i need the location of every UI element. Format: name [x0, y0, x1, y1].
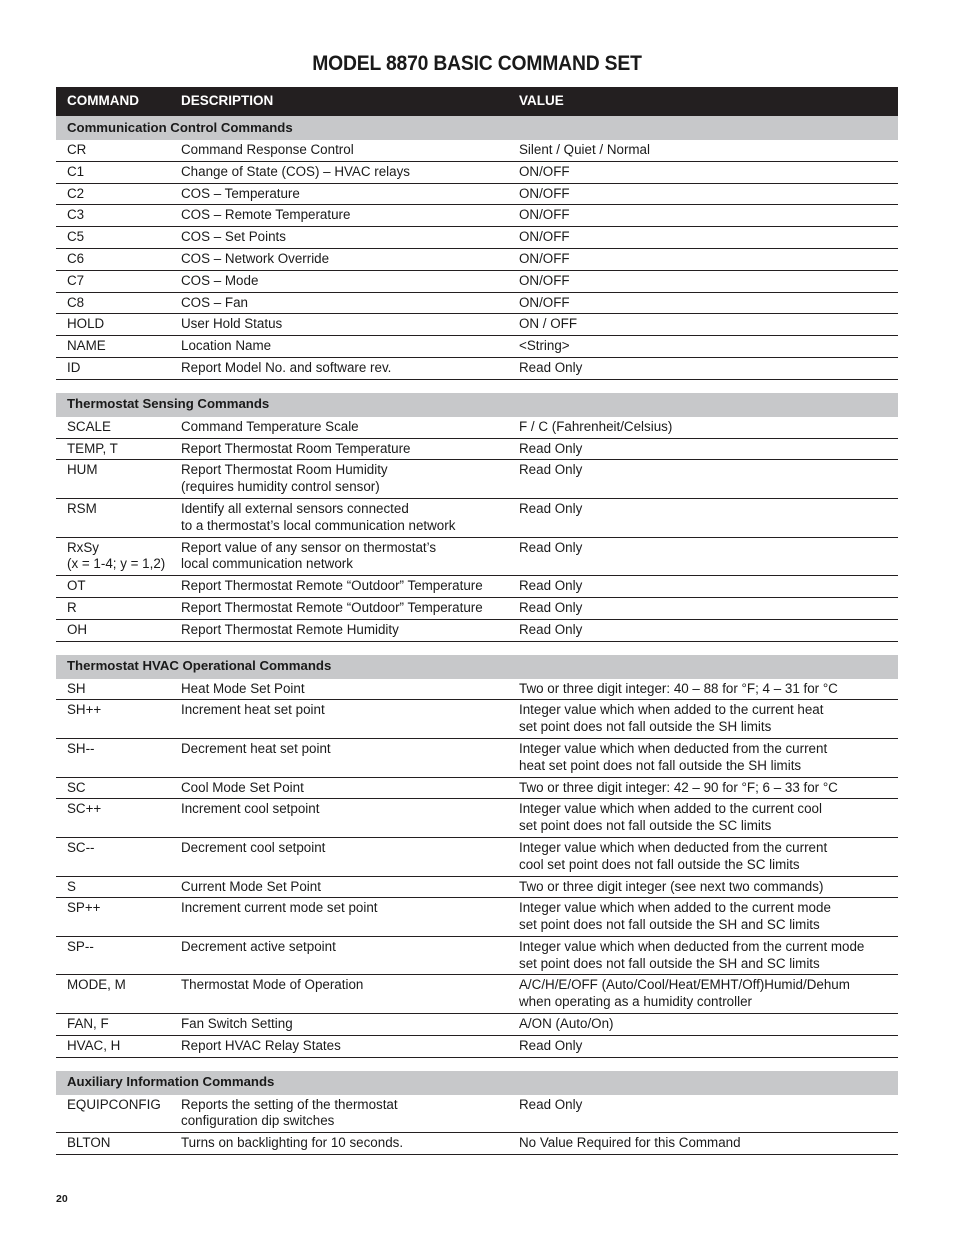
description-cell: Command Temperature Scale: [170, 417, 508, 438]
value-cell: Integer value which when added to the current cool set point does not fall outside the SC limits: [508, 799, 898, 838]
description-cell: Increment cool setpoint: [170, 799, 508, 838]
value-cell: <String>: [508, 336, 898, 358]
table-row: [56, 227, 898, 249]
table-row: [56, 738, 898, 777]
description-cell: Decrement heat set point: [170, 738, 508, 777]
description-cell: Report value of any sensor on thermostat’s local communication network: [170, 537, 508, 576]
column-header-description: DESCRIPTION: [170, 87, 508, 116]
column-header-value: VALUE: [508, 87, 898, 116]
value-cell: Integer value which when deducted from the current heat set point does not fall outside the SH limits: [508, 738, 898, 777]
table-row: [56, 537, 898, 576]
value-cell: Read Only: [508, 357, 898, 379]
command-cell: RxSy (x = 1-4; y = 1,2): [56, 537, 170, 576]
command-cell: C6: [56, 248, 170, 270]
value-cell: Read Only: [508, 438, 898, 460]
section-spacer: [56, 641, 898, 655]
table-row: [56, 975, 898, 1014]
description-cell: COS – Temperature: [170, 183, 508, 205]
table-row: [56, 205, 898, 227]
value-cell: F / C (Fahrenheit/Celsius): [508, 417, 898, 438]
command-cell: SC--: [56, 837, 170, 876]
value-cell: No Value Required for this Command: [508, 1133, 898, 1155]
description-cell: Heat Mode Set Point: [170, 679, 508, 700]
table-row: [56, 314, 898, 336]
value-cell: Read Only: [508, 597, 898, 619]
value-cell: Read Only: [508, 576, 898, 598]
command-cell: SC++: [56, 799, 170, 838]
description-cell: Fan Switch Setting: [170, 1014, 508, 1036]
table-row: [56, 1014, 898, 1036]
section-heading-row: [56, 1071, 898, 1095]
table-row: [56, 336, 898, 358]
command-cell: RSM: [56, 498, 170, 537]
section-spacer: [56, 1057, 898, 1071]
value-cell: Two or three digit integer (see next two commands): [508, 876, 898, 898]
value-cell: ON / OFF: [508, 314, 898, 336]
description-cell: Reports the setting of the thermostat configuration dip switches: [170, 1095, 508, 1133]
description-cell: Report HVAC Relay States: [170, 1035, 508, 1057]
value-cell: ON/OFF: [508, 270, 898, 292]
description-cell: Current Mode Set Point: [170, 876, 508, 898]
value-cell: A/ON (Auto/On): [508, 1014, 898, 1036]
description-cell: Increment current mode set point: [170, 898, 508, 937]
description-cell: Thermostat Mode of Operation: [170, 975, 508, 1014]
command-cell: NAME: [56, 336, 170, 358]
section-heading-row: [56, 393, 898, 417]
table-row: [56, 700, 898, 739]
description-cell: Decrement cool setpoint: [170, 837, 508, 876]
section-heading: Thermostat Sensing Commands: [56, 393, 898, 417]
command-cell: HOLD: [56, 314, 170, 336]
command-cell: CR: [56, 140, 170, 161]
description-cell: Increment heat set point: [170, 700, 508, 739]
description-cell: Turns on backlighting for 10 seconds.: [170, 1133, 508, 1155]
command-cell: R: [56, 597, 170, 619]
page-title: MODEL 8870 BASIC COMMAND SET: [312, 52, 642, 75]
description-cell: Location Name: [170, 336, 508, 358]
table-row: [56, 837, 898, 876]
table-row: [56, 438, 898, 460]
command-cell: MODE, M: [56, 975, 170, 1014]
table-row: [56, 498, 898, 537]
table-row: [56, 270, 898, 292]
command-cell: SC: [56, 777, 170, 799]
value-cell: ON/OFF: [508, 205, 898, 227]
command-cell: C3: [56, 205, 170, 227]
table-row: [56, 936, 898, 975]
section-heading-row: [56, 655, 898, 679]
command-cell: HVAC, H: [56, 1035, 170, 1057]
value-cell: Read Only: [508, 1095, 898, 1133]
table-row: [56, 597, 898, 619]
value-cell: Two or three digit integer: 42 – 90 for °F; 6 – 33 for °C: [508, 777, 898, 799]
command-cell: FAN, F: [56, 1014, 170, 1036]
description-cell: User Hold Status: [170, 314, 508, 336]
command-cell: OT: [56, 576, 170, 598]
description-cell: Report Thermostat Room Humidity (requires humidity control sensor): [170, 460, 508, 499]
command-cell: ID: [56, 357, 170, 379]
page-number: 20: [56, 1193, 68, 1205]
command-cell: C7: [56, 270, 170, 292]
description-cell: Decrement active setpoint: [170, 936, 508, 975]
description-cell: Report Thermostat Remote Humidity: [170, 619, 508, 641]
description-cell: Report Thermostat Remote “Outdoor” Temperature: [170, 576, 508, 598]
description-cell: COS – Mode: [170, 270, 508, 292]
command-cell: S: [56, 876, 170, 898]
description-cell: Report Thermostat Room Temperature: [170, 438, 508, 460]
value-cell: Integer value which when added to the current mode set point does not fall outside the SH and SC limits: [508, 898, 898, 937]
value-cell: Read Only: [508, 460, 898, 499]
table-header-row: [56, 87, 898, 116]
description-cell: COS – Set Points: [170, 227, 508, 249]
table-row: [56, 619, 898, 641]
command-cell: OH: [56, 619, 170, 641]
description-cell: Report Model No. and software rev.: [170, 357, 508, 379]
value-cell: Integer value which when added to the current heat set point does not fall outside the SH limits: [508, 700, 898, 739]
command-cell: C1: [56, 161, 170, 183]
value-cell: ON/OFF: [508, 183, 898, 205]
table-row: [56, 248, 898, 270]
value-cell: Integer value which when deducted from the current mode set point does not fall outside the SH and SC limits: [508, 936, 898, 975]
value-cell: ON/OFF: [508, 227, 898, 249]
description-cell: COS – Remote Temperature: [170, 205, 508, 227]
table-row: [56, 898, 898, 937]
section-spacer: [56, 379, 898, 393]
description-cell: COS – Fan: [170, 292, 508, 314]
table-row: [56, 1133, 898, 1155]
command-cell: BLTON: [56, 1133, 170, 1155]
command-cell: SP--: [56, 936, 170, 975]
value-cell: Two or three digit integer: 40 – 88 for °F; 4 – 31 for °C: [508, 679, 898, 700]
table-row: [56, 357, 898, 379]
spacer-cell: [56, 1057, 898, 1071]
command-cell: HUM: [56, 460, 170, 499]
section-heading: Thermostat HVAC Operational Commands: [56, 655, 898, 679]
table-row: [56, 777, 898, 799]
table-row: [56, 576, 898, 598]
command-cell: C5: [56, 227, 170, 249]
command-cell: C8: [56, 292, 170, 314]
command-table: [56, 87, 898, 1155]
command-cell: SCALE: [56, 417, 170, 438]
table-row: [56, 292, 898, 314]
value-cell: Read Only: [508, 1035, 898, 1057]
table-row: [56, 1095, 898, 1133]
section-heading: Communication Control Commands: [56, 116, 898, 140]
table-row: [56, 460, 898, 499]
description-cell: Change of State (COS) – HVAC relays: [170, 161, 508, 183]
value-cell: Read Only: [508, 619, 898, 641]
table-row: [56, 183, 898, 205]
command-cell: SH--: [56, 738, 170, 777]
table-row: [56, 417, 898, 438]
value-cell: Read Only: [508, 498, 898, 537]
command-cell: SH: [56, 679, 170, 700]
value-cell: ON/OFF: [508, 161, 898, 183]
table-row: [56, 140, 898, 161]
section-heading: Auxiliary Information Commands: [56, 1071, 898, 1095]
description-cell: Command Response Control: [170, 140, 508, 161]
value-cell: A/C/H/E/OFF (Auto/Cool/Heat/EMHT/Off)Humid/Dehum when operating as a humidity controller: [508, 975, 898, 1014]
value-cell: Silent / Quiet / Normal: [508, 140, 898, 161]
table-body: [56, 116, 898, 1155]
value-cell: ON/OFF: [508, 248, 898, 270]
spacer-cell: [56, 641, 898, 655]
value-cell: ON/OFF: [508, 292, 898, 314]
value-cell: Integer value which when deducted from the current cool set point does not fall outside the SC limits: [508, 837, 898, 876]
description-cell: Cool Mode Set Point: [170, 777, 508, 799]
command-cell: SH++: [56, 700, 170, 739]
table-row: [56, 876, 898, 898]
description-cell: Identify all external sensors connected to a thermostat’s local communication network: [170, 498, 508, 537]
table-row: [56, 799, 898, 838]
command-cell: SP++: [56, 898, 170, 937]
section-heading-row: [56, 116, 898, 140]
table-row: [56, 161, 898, 183]
description-cell: Report Thermostat Remote “Outdoor” Temperature: [170, 597, 508, 619]
command-cell: C2: [56, 183, 170, 205]
spacer-cell: [56, 379, 898, 393]
value-cell: Read Only: [508, 537, 898, 576]
table-row: [56, 1035, 898, 1057]
description-cell: COS – Network Override: [170, 248, 508, 270]
table-row: [56, 679, 898, 700]
column-header-command: COMMAND: [56, 87, 170, 116]
command-cell: TEMP, T: [56, 438, 170, 460]
command-cell: EQUIPCONFIG: [56, 1095, 170, 1133]
